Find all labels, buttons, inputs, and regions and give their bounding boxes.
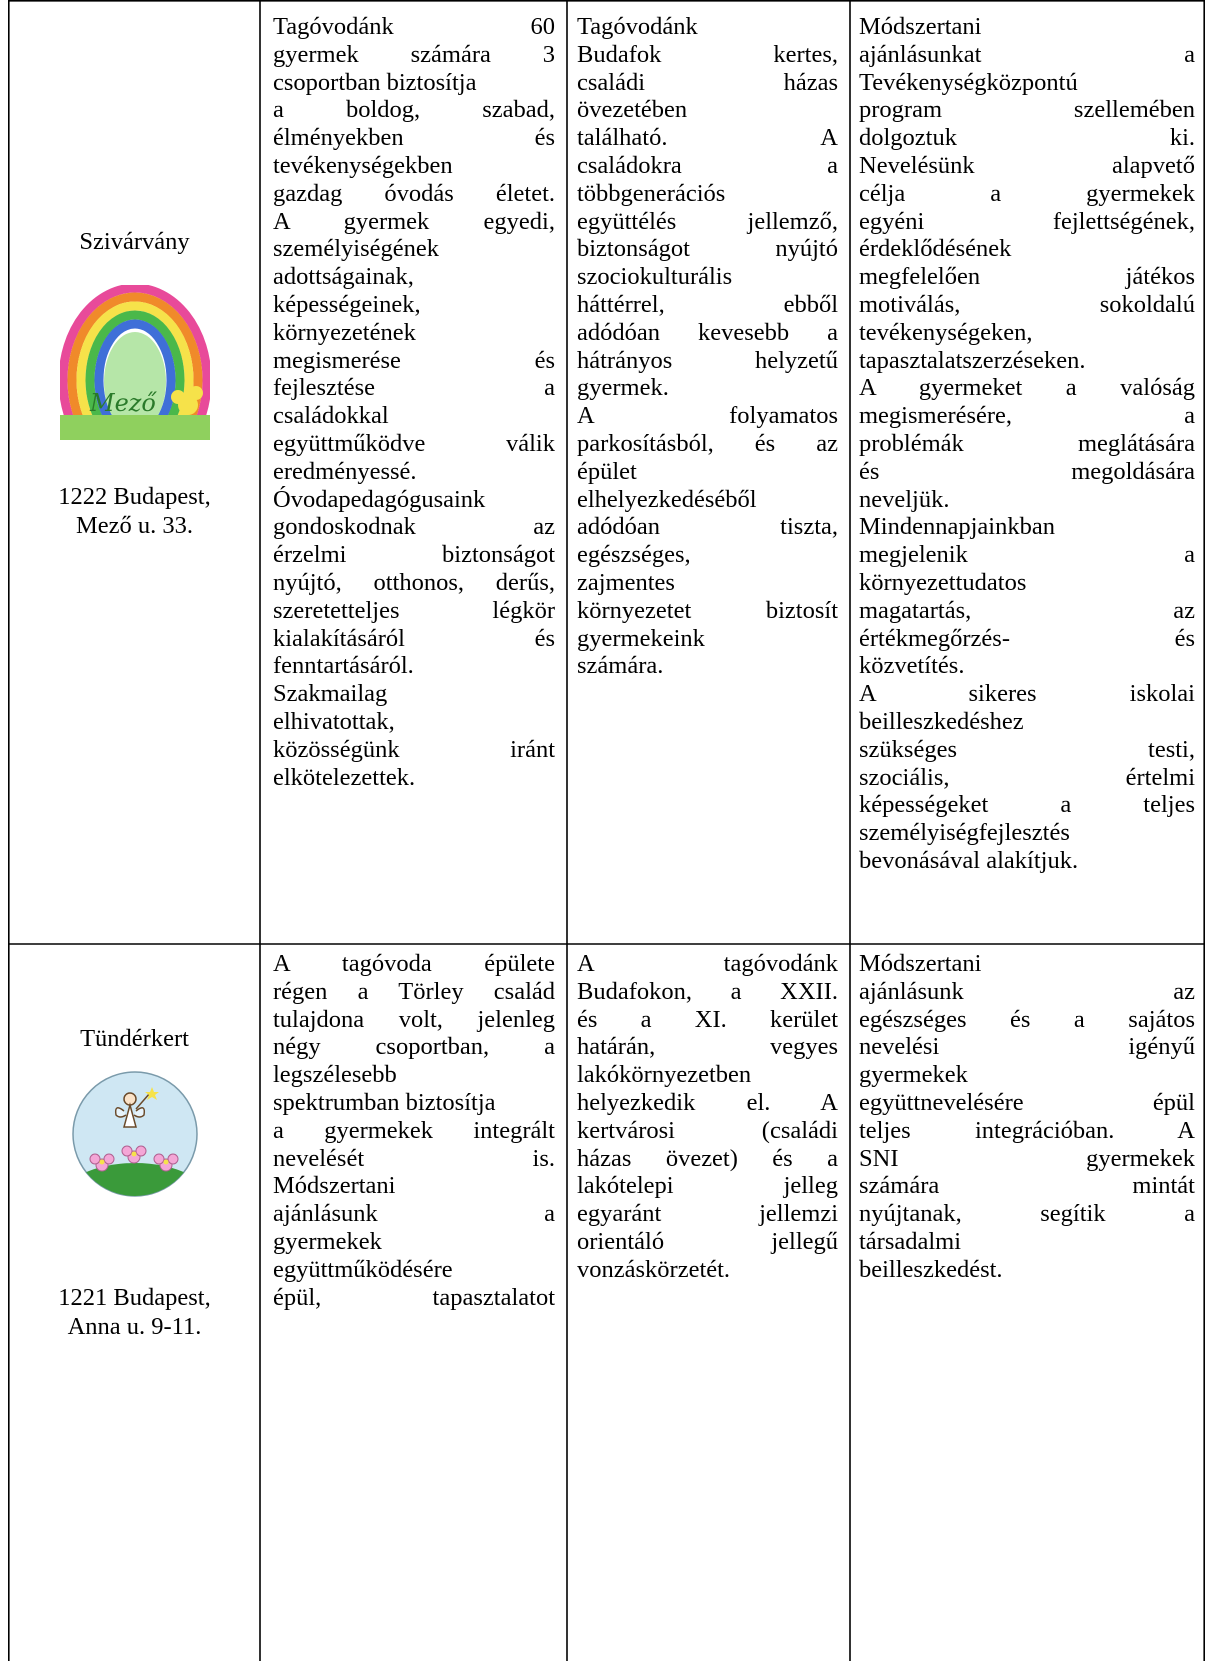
text-line: megismerése és xyxy=(273,346,555,374)
text-line: A gyermek egyedi, xyxy=(273,207,555,235)
text-line: ajánlásunk a xyxy=(273,1200,555,1228)
text-line: vonzáskörzetét. xyxy=(577,1255,731,1283)
text-line: gyermekek xyxy=(859,1061,968,1089)
text-line: A tagóvodánk xyxy=(577,950,838,977)
text-line: SNI gyermekek xyxy=(859,1144,1195,1172)
text-line: családi házas xyxy=(577,68,838,96)
text-line: számára. xyxy=(577,652,664,680)
text-line: Mindennapjainkban xyxy=(859,513,1055,541)
kindergarten-name: Szivárvány xyxy=(79,228,190,255)
text-line: zajmentes xyxy=(577,568,675,596)
text-line: adottságainak, xyxy=(273,263,414,291)
text-line: közvetítés. xyxy=(859,652,965,680)
text-line: határán, vegyes xyxy=(577,1033,838,1061)
text-line: elkötelezettek. xyxy=(273,763,416,791)
text-line: családokkal xyxy=(273,402,389,430)
text-line: problémák meglátására xyxy=(859,429,1195,457)
text-line: csoportban biztosítja xyxy=(273,68,477,96)
text-line: gazdag óvodás életet. xyxy=(273,179,555,207)
text-line: Tagóvodánk xyxy=(577,13,698,40)
text-line: elhelyezkedéséből xyxy=(577,485,757,513)
text-line: található. A xyxy=(577,124,838,152)
text-line: Budafokon, a XXII. xyxy=(577,977,838,1005)
text-line: élményekben és xyxy=(273,124,555,152)
rainbow-meadow-logo-icon xyxy=(60,285,210,440)
text-line: társadalmi xyxy=(859,1227,962,1255)
text-line: orientáló jellegű xyxy=(577,1227,838,1255)
text-line: környezetének xyxy=(273,318,416,346)
text-line: dolgoztuk ki. xyxy=(859,124,1195,152)
text-line: tulajdona volt, jelenleg xyxy=(273,1005,555,1033)
text-line: gyermek. xyxy=(577,374,669,402)
text-line: többgenerációs xyxy=(577,179,726,207)
text-line: motiválás, sokoldalú xyxy=(859,290,1195,318)
text-line: képességeinek, xyxy=(273,290,421,318)
text-line: Budafok kertes, xyxy=(577,40,838,68)
text-line: Szakmailag xyxy=(273,680,388,708)
text-line: megismerésére, a xyxy=(859,402,1195,430)
text-line: együttnevelésére épül xyxy=(859,1088,1195,1116)
text-line: együttélés jellemző, xyxy=(577,207,838,235)
text-line: Módszertani xyxy=(273,1172,396,1200)
text-line: ajánlásunk az xyxy=(859,977,1195,1005)
text-line: tapasztalatszerzéseken. xyxy=(859,346,1086,374)
text-line: együttműködésére xyxy=(273,1255,453,1283)
text-line: szociokulturális xyxy=(577,263,733,291)
text-line: szociális, értelmi xyxy=(859,763,1195,791)
text-line: a gyermekek integrált xyxy=(273,1116,555,1144)
row-1-description-cell xyxy=(273,13,555,791)
text-line: tevékenységekben xyxy=(273,151,453,179)
text-line: háttérrel, ebből xyxy=(577,290,838,318)
text-line: eredményessé. xyxy=(273,457,417,485)
text-line: megfelelően játékos xyxy=(859,263,1195,291)
text-line: A sikeres iskolai xyxy=(859,680,1195,708)
text-line: övezetében xyxy=(577,96,688,124)
text-line: legszélesebb xyxy=(273,1061,397,1089)
text-line: Módszertani xyxy=(859,950,982,977)
text-line: Módszertani xyxy=(859,13,982,40)
text-line: Tevékenységközpontú xyxy=(859,68,1078,96)
text-line: fejlesztése a xyxy=(273,374,555,402)
text-line: épül, tapasztalatot xyxy=(273,1283,555,1311)
text-line: egyaránt jellemzi xyxy=(577,1200,838,1228)
text-line: értékmegőrzés- és xyxy=(859,624,1195,652)
text-line: célja a gyermekek xyxy=(859,179,1195,207)
row-1-location-cell xyxy=(577,13,838,680)
text-line: szükséges testi, xyxy=(859,735,1195,763)
text-line: érdeklődésének xyxy=(859,235,1012,263)
row-1-name-cell xyxy=(10,0,259,943)
text-line: beilleszkedéshez xyxy=(859,707,1024,735)
row-2-method-cell xyxy=(859,950,1195,1284)
text-line: lakótelepi jelleg xyxy=(577,1172,838,1200)
text-line: személyiségfejlesztés xyxy=(859,819,1070,847)
text-line: beilleszkedést. xyxy=(859,1255,1003,1283)
text-line: program szellemében xyxy=(859,96,1195,124)
text-line: bevonásával alakítjuk. xyxy=(859,846,1079,874)
text-line: kialakításáról és xyxy=(273,624,555,652)
row-2-description-cell xyxy=(273,950,555,1661)
text-line: adódóan kevesebb a xyxy=(577,318,838,346)
text-line: spektrumban biztosítja xyxy=(273,1088,496,1116)
kindergarten-name: Tündérkert xyxy=(80,1025,189,1052)
text-line: számára mintát xyxy=(859,1172,1195,1200)
text-line: és megoldására xyxy=(859,457,1195,485)
text-line: kertvárosi (családi xyxy=(577,1116,838,1144)
text-line: Tagóvodánk 60 xyxy=(273,13,555,40)
text-line: egészséges, xyxy=(577,541,691,569)
address-line-2: Mező u. 33. xyxy=(75,512,194,539)
text-line: A folyamatos xyxy=(577,402,838,430)
text-line: ajánlásunkat a xyxy=(859,40,1195,68)
text-line: nevelését is. xyxy=(273,1144,555,1172)
text-line: A gyermeket a valóság xyxy=(859,374,1195,402)
text-line: helyezkedik el. A xyxy=(577,1088,838,1116)
text-line: gyermekek xyxy=(273,1227,382,1255)
text-line: parkosításból, és az xyxy=(577,429,838,457)
logo-label: Mező xyxy=(90,389,156,417)
text-line: hátrányos helyzetű xyxy=(577,346,838,374)
text-line: gondoskodnak az xyxy=(273,513,555,541)
text-line: érzelmi biztonságot xyxy=(273,541,555,569)
text-line: régen a Törley család xyxy=(273,977,555,1005)
text-line: környezettudatos xyxy=(859,568,1027,596)
text-line: gyermekeink xyxy=(577,624,705,652)
text-line: fenntartásáról. xyxy=(273,652,414,680)
text-line: teljes integrációban. A xyxy=(859,1116,1195,1144)
text-line: gyermek számára 3 xyxy=(273,40,555,68)
fairy-garden-logo-icon xyxy=(70,1069,200,1199)
text-line: együttműködve válik xyxy=(273,429,555,457)
text-line: szeretetteljes légkör xyxy=(273,596,555,624)
text-line: házas övezet) és a xyxy=(577,1144,838,1172)
text-line: négy csoportban, a xyxy=(273,1033,555,1061)
text-line: környezetet biztosít xyxy=(577,596,838,624)
row-2-name-cell xyxy=(10,946,259,1661)
text-line: neveljük. xyxy=(859,485,950,513)
text-line: egyéni fejlettségének, xyxy=(859,207,1195,235)
text-line: nyújtanak, segítik a xyxy=(859,1200,1195,1228)
text-line: nyújtó, otthonos, derűs, xyxy=(273,568,555,596)
text-line: A tagóvoda épülete xyxy=(273,950,555,977)
text-line: családokra a xyxy=(577,151,838,179)
text-line: egészséges és a sajátos xyxy=(859,1005,1195,1033)
text-line: tevékenységeken, xyxy=(859,318,1033,346)
text-line: Óvodapedagógusaink xyxy=(273,485,486,513)
text-line: és a XI. kerület xyxy=(577,1005,838,1033)
text-line: megjelenik a xyxy=(859,541,1195,569)
text-line: képességeket a teljes xyxy=(859,791,1195,819)
text-line: magatartás, az xyxy=(859,596,1195,624)
address-line-1: 1222 Budapest, xyxy=(58,483,211,510)
address-line-2: Anna u. 9-11. xyxy=(67,1313,202,1340)
text-line: lakókörnyezetben xyxy=(577,1061,752,1089)
text-line: személyiségének xyxy=(273,235,439,263)
row-1-method-cell xyxy=(859,13,1195,875)
text-line: Nevelésünk alapvető xyxy=(859,151,1195,179)
text-line: közösségünk iránt xyxy=(273,735,555,763)
address-line-1: 1221 Budapest, xyxy=(58,1284,211,1311)
row-2-location-cell xyxy=(577,950,838,1284)
text-line: biztonságot nyújtó xyxy=(577,235,838,263)
text-line: épület xyxy=(577,457,637,485)
text-line: a boldog, szabad, xyxy=(273,96,555,124)
text-line: nevelési igényű xyxy=(859,1033,1195,1061)
text-line: adódóan tiszta, xyxy=(577,513,838,541)
text-line: elhivatottak, xyxy=(273,707,395,735)
